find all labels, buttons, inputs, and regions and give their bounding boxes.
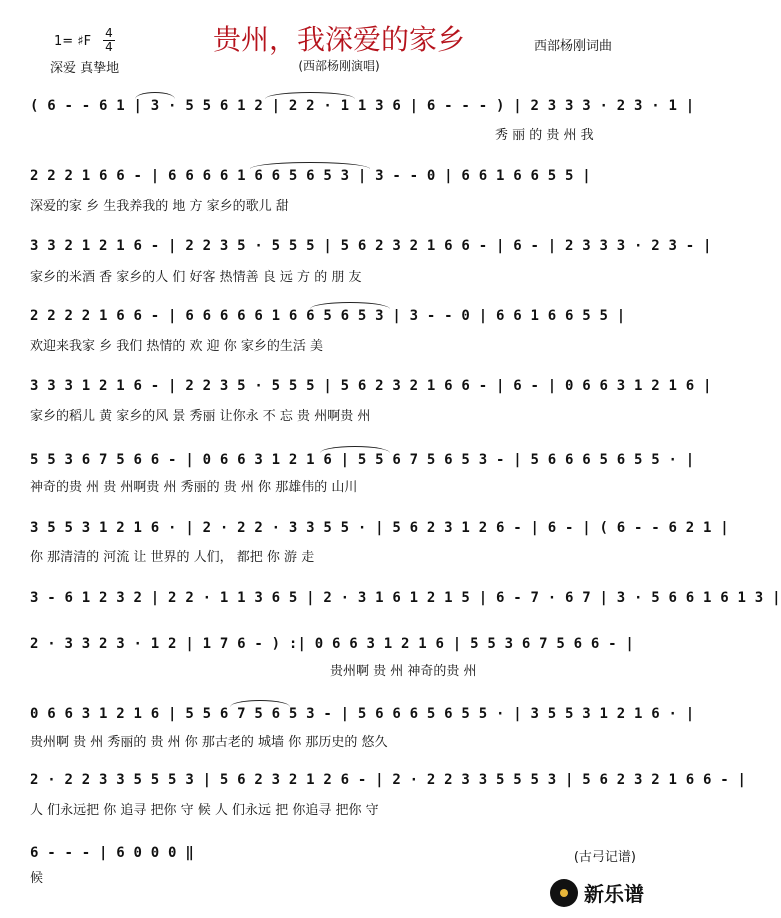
time-signature-top: 4 — [105, 26, 113, 40]
notation-row: 0 6 6 3 1 2 1 6 | 5 5 6 7 5 6 5 3 - | 5 6 6 6 5 6 5 5 · | 3 5 5 3 1 2 1 6 · | — [30, 706, 695, 722]
notation-row: 3 3 2 1 2 1 6 - | 2 2 3 5 · 5 5 5 | 5 6 2 3 2 1 6 6 - | 6 - | 2 3 3 3 · 2 3 - | — [30, 238, 712, 254]
transcriber-credit: (古弓记谱) — [573, 850, 636, 865]
composer-credit: 西部杨刚词曲 — [534, 39, 613, 54]
tempo-mood: 深爱 真挚地 — [50, 61, 120, 76]
slur-arc — [265, 92, 355, 99]
notation-row: 2 2 2 1 6 6 - | 6 6 6 6 1 6 6 5 6 5 3 | 3 - - 0 | 6 6 1 6 6 5 5 | — [30, 168, 591, 184]
site-logo-text: 新乐谱 — [584, 882, 644, 906]
lyric-row: 秀 丽 的 贵 州 我 — [495, 128, 594, 143]
lyric-row: 家乡的稻儿 黄 家乡的风 景 秀丽 让你永 不 忘 贵 州啊贵 州 — [30, 409, 371, 424]
slur-arc — [310, 302, 390, 309]
notation-row: 3 - 6 1 2 3 2 | 2 2 · 1 1 3 6 5 | 2 · 3 1 6 1 2 1 5 | 6 - 7 · 6 7 | 3 · 5 6 6 1 6 1 3 | — [30, 590, 781, 606]
notation-row: 3 3 3 1 2 1 6 - | 2 2 3 5 · 5 5 5 | 5 6 2 3 2 1 6 6 - | 6 - | 0 6 6 3 1 2 1 6 | — [30, 378, 712, 394]
slur-arc — [250, 162, 370, 169]
song-title: 贵州，我深爱的家乡 — [212, 23, 465, 56]
key-signature: 1= ♯F — [54, 34, 92, 49]
slur-arc — [135, 92, 175, 99]
slur-arc — [230, 700, 290, 707]
lyric-row: 人 们永远把 你 追寻 把你 守 候 人 们永远 把 你追寻 把你 守 — [30, 803, 379, 818]
notation-row: 2 · 3 3 2 3 · 1 2 | 1 7 6 - ) :| 0 6 6 3 1 2 1 6 | 5 5 3 6 7 5 6 6 - | — [30, 636, 635, 652]
lyric-row: 贵州啊 贵 州 秀丽的 贵 州 你 那古老的 城墙 你 那历史的 悠久 — [30, 735, 388, 750]
lyric-row: 神奇的贵 州 贵 州啊贵 州 秀丽的 贵 州 你 那雄伟的 山川 — [30, 480, 358, 495]
time-signature — [103, 27, 115, 54]
slur-arc — [320, 446, 390, 453]
singer-credit: (西部杨刚演唱) — [298, 59, 380, 73]
lyric-row: 候 — [30, 871, 44, 886]
notation-row: 2 · 2 2 3 3 5 5 5 3 | 5 6 2 3 2 1 2 6 - | 2 · 2 2 3 3 5 5 5 3 | 5 6 2 3 2 1 6 6 - | — [30, 772, 747, 788]
site-logo — [550, 878, 644, 907]
time-signature-bottom: 4 — [105, 40, 113, 54]
record-disc-icon — [550, 879, 578, 907]
notation-row: ( 6 - - 6 1 | 3 · 5 5 6 1 2 | 2 2 · 1 1 3 6 | 6 - - - ) | 2 3 3 3 · 2 3 · 1 | — [30, 98, 695, 114]
lyric-row: 欢迎来我家 乡 我们 热情的 欢 迎 你 家乡的生活 美 — [30, 339, 324, 354]
lyric-row: 你 那清清的 河流 让 世界的 人们， 都把 你 游 走 — [30, 550, 315, 565]
notation-row: 5 5 3 6 7 5 6 6 - | 0 6 6 3 1 2 1 6 | 5 5 6 7 5 6 5 3 - | 5 6 6 6 5 6 5 5 · | — [30, 452, 695, 468]
lyric-row: 贵州啊 贵 州 神奇的贵 州 — [330, 664, 477, 679]
lyric-row: 家乡的米酒 香 家乡的人 们 好客 热情善 良 远 方 的 朋 友 — [30, 270, 362, 285]
notation-row: 3 5 5 3 1 2 1 6 · | 2 · 2 2 · 3 3 5 5 · | 5 6 2 3 1 2 6 - | 6 - | ( 6 - - 6 2 1 | — [30, 520, 729, 536]
notation-row: 6 - - - | 6 0 0 0 ‖ — [30, 845, 194, 861]
notation-row: 2 2 2 2 1 6 6 - | 6 6 6 6 6 1 6 6 5 6 5 3 | 3 - - 0 | 6 6 1 6 6 5 5 | — [30, 308, 626, 324]
lyric-row: 深爱的家 乡 生我养我的 地 方 家乡的歌儿 甜 — [30, 199, 289, 214]
